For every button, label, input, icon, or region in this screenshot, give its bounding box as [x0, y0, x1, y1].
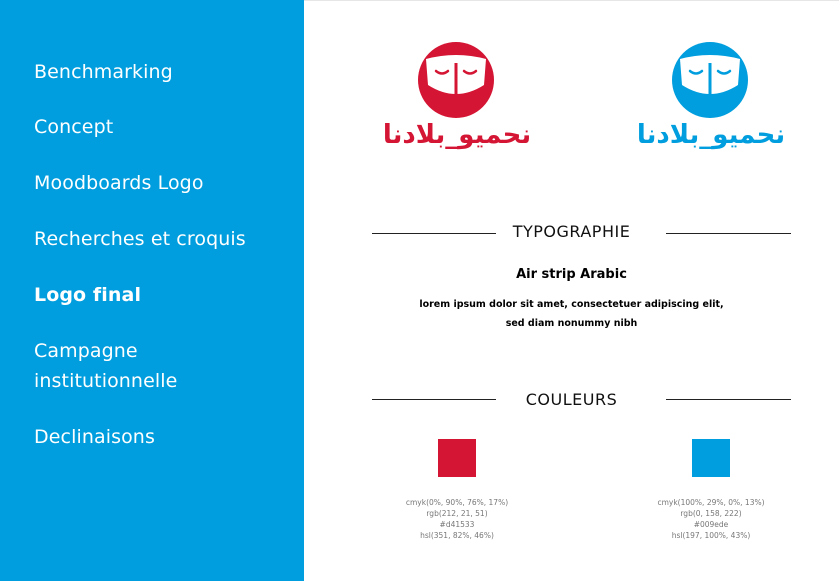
logo-red-emblem: [414, 41, 498, 119]
face-circle-icon: [414, 41, 498, 119]
colors-section-title: COULEURS: [525, 390, 618, 409]
sidebar-item-moodboards-logo[interactable]: Moodboards Logo: [34, 172, 204, 194]
sample-line-2: sed diam nonummy nibh: [505, 318, 638, 329]
logo-blue-wordmark: نحميو_بلادنا: [636, 120, 786, 150]
color-swatch-red: [438, 439, 476, 477]
logo-red-wordmark: نحميو_بلادنا: [382, 120, 532, 150]
hsl-value: hsl(197, 100%, 43%): [671, 531, 751, 540]
divider-line: [666, 399, 791, 400]
sidebar-item-logo-final[interactable]: Logo final: [34, 284, 142, 306]
sidebar-item-benchmarking[interactable]: Benchmarking: [34, 61, 173, 83]
sidebar-item-campagne-institutionnelle[interactable]: [34, 336, 284, 396]
font-name: Air strip Arabic: [516, 267, 627, 282]
typography-section-title: TYPOGRAPHIE: [512, 222, 631, 241]
cmyk-value: cmyk(0%, 90%, 76%, 17%): [405, 498, 509, 507]
color-swatch-blue: [692, 439, 730, 477]
cmyk-value: cmyk(100%, 29%, 0%, 13%): [657, 498, 765, 507]
hex-value: #d41533: [439, 520, 475, 529]
color-values-blue: [621, 497, 801, 541]
rgb-value: rgb(212, 21, 51): [426, 509, 488, 518]
sidebar-item-declinaisons[interactable]: Declinaisons: [34, 426, 155, 448]
main-content: [304, 0, 839, 581]
sidebar-item-label-line2: institutionnelle: [34, 370, 178, 392]
face-circle-icon: [668, 41, 752, 119]
typography-sample: [304, 295, 839, 333]
logo-blue-emblem: [668, 41, 752, 119]
sidebar: [0, 0, 304, 581]
sidebar-item-recherches-et-croquis[interactable]: Recherches et croquis: [34, 228, 246, 250]
hsl-value: hsl(351, 82%, 46%): [420, 531, 494, 540]
color-values-red: [367, 497, 547, 541]
rgb-value: rgb(0, 158, 222): [680, 509, 742, 518]
divider-line: [666, 233, 791, 234]
sidebar-item-concept[interactable]: Concept: [34, 116, 114, 138]
hex-value: #009ede: [693, 520, 729, 529]
sidebar-item-label-line1: Campagne: [34, 340, 138, 362]
sample-line-1: lorem ipsum dolor sit amet, consectetuer adipiscing elit,: [419, 299, 724, 310]
